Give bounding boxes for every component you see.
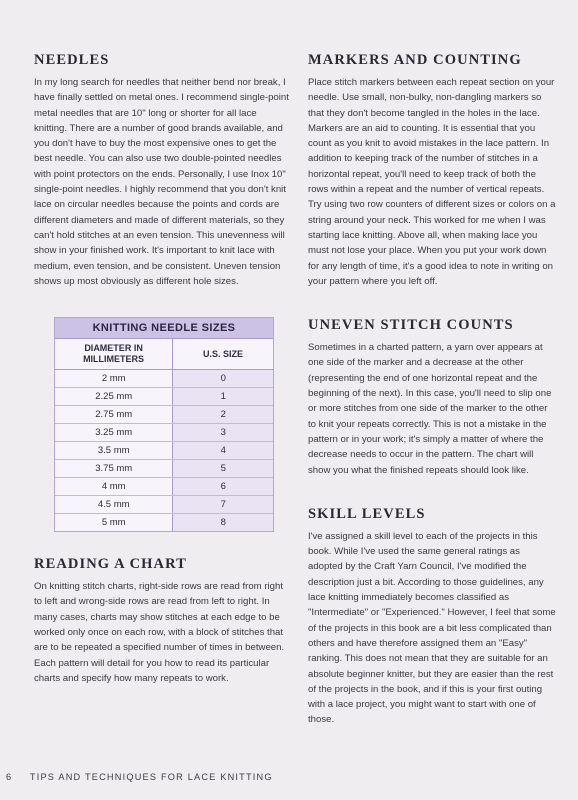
cell-diameter: 4 mm bbox=[55, 478, 173, 495]
left-column bbox=[34, 52, 292, 714]
cell-us-size: 7 bbox=[173, 496, 273, 513]
cell-diameter: 2.75 mm bbox=[55, 406, 173, 423]
table-body bbox=[55, 370, 273, 531]
table-row bbox=[55, 514, 273, 531]
knitting-needle-sizes-table bbox=[54, 317, 274, 532]
uneven-heading: UNEVEN STITCH COUNTS bbox=[308, 317, 514, 334]
cell-us-size: 8 bbox=[173, 514, 273, 531]
cell-diameter: 4.5 mm bbox=[55, 496, 173, 513]
reading-heading: READING A CHART bbox=[34, 556, 187, 573]
cell-diameter: 3.5 mm bbox=[55, 442, 173, 459]
cell-diameter: 3.75 mm bbox=[55, 460, 173, 477]
markers-section bbox=[308, 52, 556, 289]
cell-us-size: 1 bbox=[173, 388, 273, 405]
needles-section bbox=[34, 52, 292, 289]
cell-us-size: 2 bbox=[173, 406, 273, 423]
table-row bbox=[55, 460, 273, 478]
table-title: KNITTING NEEDLE SIZES bbox=[55, 318, 273, 339]
cell-us-size: 0 bbox=[173, 370, 273, 387]
page-footer bbox=[6, 772, 273, 782]
skill-body: I've assigned a skill level to each of the projects in this book. While I've used the same general ratings as adopted by the Craft Yarn Council, I've modified the description just a bit. According to those guidelines, any lace knitting immediately becomes classified as "Intermediate" or "Experienced." However, I feel that some of the projects in this book are a bit less complicated than others and have therefore assigned them an "Easy" ranking. This does not mean that they are suitable for an absolute beginner knitter, but they are easier than the rest of the projects in the book, and if this is your first outing with a lace project, you might want to start with one of those. bbox=[308, 530, 556, 726]
right-column bbox=[308, 52, 556, 756]
table-row bbox=[55, 478, 273, 496]
uneven-body: Sometimes in a charted pattern, a yarn over appears at one side of the marker and a decrease at the other (representing the end of one horizontal repeat and the beginning of the next). In this case, you'll need to slip one or more stitches from one side of the marker to the other to knit your repeats correctly. This is not a mistake in the pattern or in your work; it's simply a matter of where the decrease needs to occur in the pattern. The chart will show you what the finished repeats should look like. bbox=[308, 342, 552, 476]
cell-us-size: 4 bbox=[173, 442, 273, 459]
cell-us-size: 3 bbox=[173, 424, 273, 441]
table-row bbox=[55, 424, 273, 442]
cell-diameter: 5 mm bbox=[55, 514, 173, 531]
header-diameter: DIAMETER IN MILLIMETERS bbox=[55, 339, 173, 369]
skill-heading: SKILL LEVELS bbox=[308, 505, 426, 522]
cell-diameter: 2.25 mm bbox=[55, 388, 173, 405]
page-number: 6 bbox=[6, 772, 13, 782]
cell-us-size: 5 bbox=[173, 460, 273, 477]
book-title: TIPS AND TECHNIQUES FOR LACE KNITTING bbox=[29, 772, 273, 782]
table-row bbox=[55, 406, 273, 424]
reading-chart-section bbox=[34, 556, 292, 686]
header-us-size: U.S. SIZE bbox=[203, 348, 244, 359]
markers-heading: MARKERS AND COUNTING bbox=[308, 52, 522, 68]
uneven-section bbox=[308, 317, 556, 478]
reading-body: On knitting stitch charts, right-side rows are read from right to left and wrong-side rows are read from left to right. In many cases, charts may show stitches at each edge to be worked only once on each row, with a block of stitches that are to be repeated a specified number of times in between. Each pattern will detail for you how to read its particular charts and specify how many repeats to work. bbox=[34, 581, 285, 684]
table-row bbox=[55, 370, 273, 388]
table-row bbox=[55, 496, 273, 514]
cell-diameter: 2 mm bbox=[55, 370, 173, 387]
table-header-row bbox=[55, 339, 273, 370]
cell-diameter: 3.25 mm bbox=[55, 424, 173, 441]
needles-heading: NEEDLES bbox=[34, 52, 110, 68]
markers-body: Place stitch markers between each repeat section on your needle. Use small, non-bulky, non-dangling markers so that they don't become tangled in the holes in the lace. Markers are an aid to counting. It is essential that you count as you knit to avoid mistakes in the lace pattern. In addition to keeping track of the number of stitches in a horizontal repeat, you'll need to keep track of both the rows within a repeat and the number of vertical repeats. Try using two row counters of different sizes or colors on a string around your neck. This worked for me when I was starting lace knitting. Above all, when making lace you must not lose your place. When you put your work down for any length of time, it's a good idea to note in writing on your pattern where you left off. bbox=[308, 77, 556, 287]
table-row bbox=[55, 442, 273, 460]
cell-us-size: 6 bbox=[173, 478, 273, 495]
table-row bbox=[55, 388, 273, 406]
needles-body: In my long search for needles that neither bend nor break, I have finally settled on metal ones. I recommend single-point metal needles that are 10" long or shorter for all lace knitting. There are a number of good brands available, and you don't have to buy the most expensive ones to get the best needle. You can also use two double-pointed needles with point protectors on the ends. Personally, I use Inox 10" single-point needles. I highly recommend that you don't knit lace on circular needles because the points and cords are different diameters and made of different materials, so they can't hold stitches at an even tension. This unevenness will show in your finished work. It's important to knit lace with medium, even tension, and be consistent. Uneven tension shows up most obviously as different hole sizes. bbox=[34, 77, 289, 287]
skill-section bbox=[308, 506, 556, 728]
